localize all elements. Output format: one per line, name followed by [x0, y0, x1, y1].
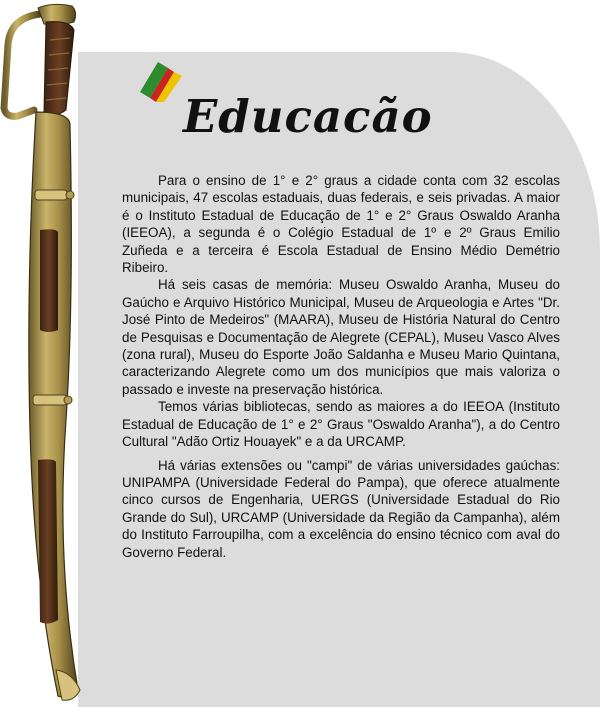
page-title: Educacão — [183, 90, 433, 143]
paragraph-schools: Para o ensino de 1° e 2° graus a cidade conta com 32 escolas municipais, 47 escolas estaduais, duas federais, e seis privadas. A maior é o Instituto Estadual de Educação de 1° e 2° Graus Oswaldo Aranha (IEEOA), a segunda é o Colégio Estadual de 1º e 2º Graus Emilio Zuñeda e a terceira é Escola Estadual de Ensino Médio Demétrio Ribeiro. — [122, 173, 560, 276]
paragraph-libraries: Temos várias bibliotecas, sendo as maiores a do IEEOA (Instituto Estadual de Educação de 1° e 2° Graus "Oswaldo Aranha"), a do Centro Cultural "Adão Ortiz Houayek" e a da URCAMP. — [122, 399, 560, 450]
paragraph-universities: Há várias extensões ou "campi" de várias universidades gaúchas: UNIPAMPA (Universidade Federal do Pampa), que oferece atualmente cinco cursos de Engenharia, UERGS (Universidade Estadual do Rio Grande do Sul), URCAMP (Universidade da Região da Campanha), além do Instituto Farroupilha, com a excelência do ensino técnico com aval do Governo Federal. — [122, 457, 560, 560]
body-text — [122, 172, 560, 561]
rio-grande-do-sul-flag-icon — [140, 62, 182, 102]
paragraph-museums: Há seis casas de memória: Museu Oswaldo Aranha, Museu do Gaúcho e Arquivo Histórico Municipal, Museu de Arqueologia e Artes "Dr. José Pinto de Medeiros" (MAARA), Museu de História Natural do Centro de Pesquisas e Documentação de Alegrete (CEPAL), Museu Vasco Alves (zona rural), Museu do Esporte João Saldanha e Museu Mario Quintana, caracterizando Alegrete como um dos municípios que mais valoriza o passado e investe na preservação histórica. — [122, 277, 560, 397]
sword-illustration — [0, 0, 100, 707]
